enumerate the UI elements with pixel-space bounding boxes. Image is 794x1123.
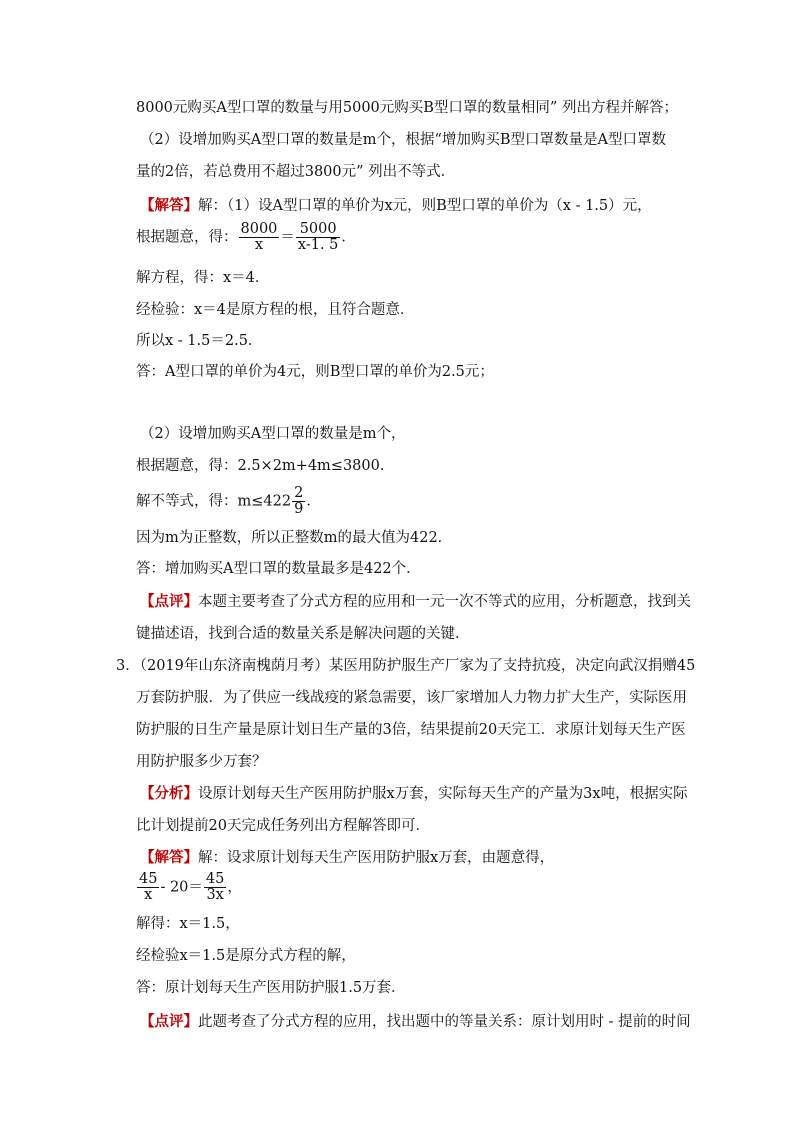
review-tag: 【点评】 [140,593,198,610]
text-line: （2）设增加购买A型口罩的数量是m个，根据“增加购买B型口罩数量是A型口罩数 [140,132,666,148]
denominator: 3x [206,887,224,903]
text-line: 用防护服多少万套？ [136,754,267,770]
numerator: 45 [205,871,225,887]
text-line: 经检验x＝1.5是原分式方程的解， [136,948,356,964]
denominator: x [144,887,153,903]
text-line: 答：原计划每天生产医用防护服1.5万套． [136,980,406,996]
answer-tag: 【解答】 [140,197,198,214]
review-text: 此题考查了分式方程的应用，找出题中的等量关系：原计划用时 - 提前的时间 [198,1014,691,1030]
text-line: 量的2倍，若总费用不超过3800元” 列出不等式． [136,164,456,180]
numerator: 5000 [296,222,341,238]
denominator: x-1. 5 [297,237,339,253]
text-line: 解得：x＝1.5， [136,916,240,932]
equation-line [136,486,321,517]
text-line: 答：A型口罩的单价为4元，则B型口罩的单价为2.5元； [136,364,494,380]
text-line: 经检验：x＝4是原方程的根，且符合题意． [136,302,415,318]
denominator: x [254,237,264,253]
analysis-tag: 【分析】 [140,785,198,802]
fraction [296,222,341,253]
text-line [140,784,688,804]
text-line: 因为m为正整数，所以正整数m的最大值为422． [136,530,453,546]
equation-middle: - 20＝ [160,879,203,896]
text-line: 答：增加购买A型口罩的数量最多是422个． [136,561,421,577]
period: ． [306,493,321,510]
text-line [140,1012,691,1032]
text-line: 万套防护服．为了供应一线战疫的紧急需要，该厂家增加人力物力扩大生产，实际医用 [136,690,687,706]
answer-text: 解：设求原计划每天生产医用防护服x万套，由题意得， [198,850,555,866]
text-line: 根据题意，得：2.5×2m+4m≤3800． [136,458,395,474]
equation-line [136,222,356,253]
text-line: 所以x - 1.5＝2.5． [136,333,263,349]
review-text: 本题主要考查了分式方程的应用和一元一次不等式的应用，分析题意，找到关 [198,594,691,610]
review-tag: 【点评】 [140,1013,198,1030]
text-line: 比计划提前20天完成任务列出方程解答即可． [136,818,430,834]
numerator: 45 [139,871,158,887]
text-line: 8000元购买A型口罩的数量与用5000元购买B型口罩的数量相同” 列出方程并解答； [136,100,678,116]
question-3-line: 3．（2019年山东济南槐荫月考）某医用防护服生产厂家为了支持抗疫，决定向武汉捐赠45 [116,658,696,674]
comma: ， [227,879,242,896]
text-line: 键描述语，找到合适的数量关系是解决问题的关键． [136,626,470,642]
answer-tag: 【解答】 [140,849,198,866]
period: ． [341,229,356,246]
answer-text: 解：（1）设A型口罩的单价为x元，则B型口罩的单价为（x - 1.5）元， [198,198,652,214]
text-line [140,196,652,216]
numerator: 2 [294,485,304,501]
equals-sign: ＝ [280,229,295,246]
denominator: 9 [294,501,304,517]
fraction [239,222,280,253]
text-line [140,592,691,612]
analysis-text: 设原计划每天生产医用防护服x万套，实际每天生产的产量为3x吨，根据实际 [198,786,688,802]
text-line: 防护服的日生产量是原计划日生产量的3倍，结果提前20天完工．求原计划每天生产医 [136,722,686,738]
fraction [292,486,305,517]
fraction [137,872,159,903]
text-line: 解方程，得：x＝4． [136,270,270,286]
fraction [204,872,226,903]
equation-prefix: 根据题意，得： [136,229,238,246]
text-line [140,848,554,868]
equation-prefix: 解不等式，得：m≤422 [136,493,292,510]
equation-line [136,872,242,903]
text-line: （2）设增加购买A型口罩的数量是m个， [140,426,406,442]
numerator: 8000 [240,221,278,237]
